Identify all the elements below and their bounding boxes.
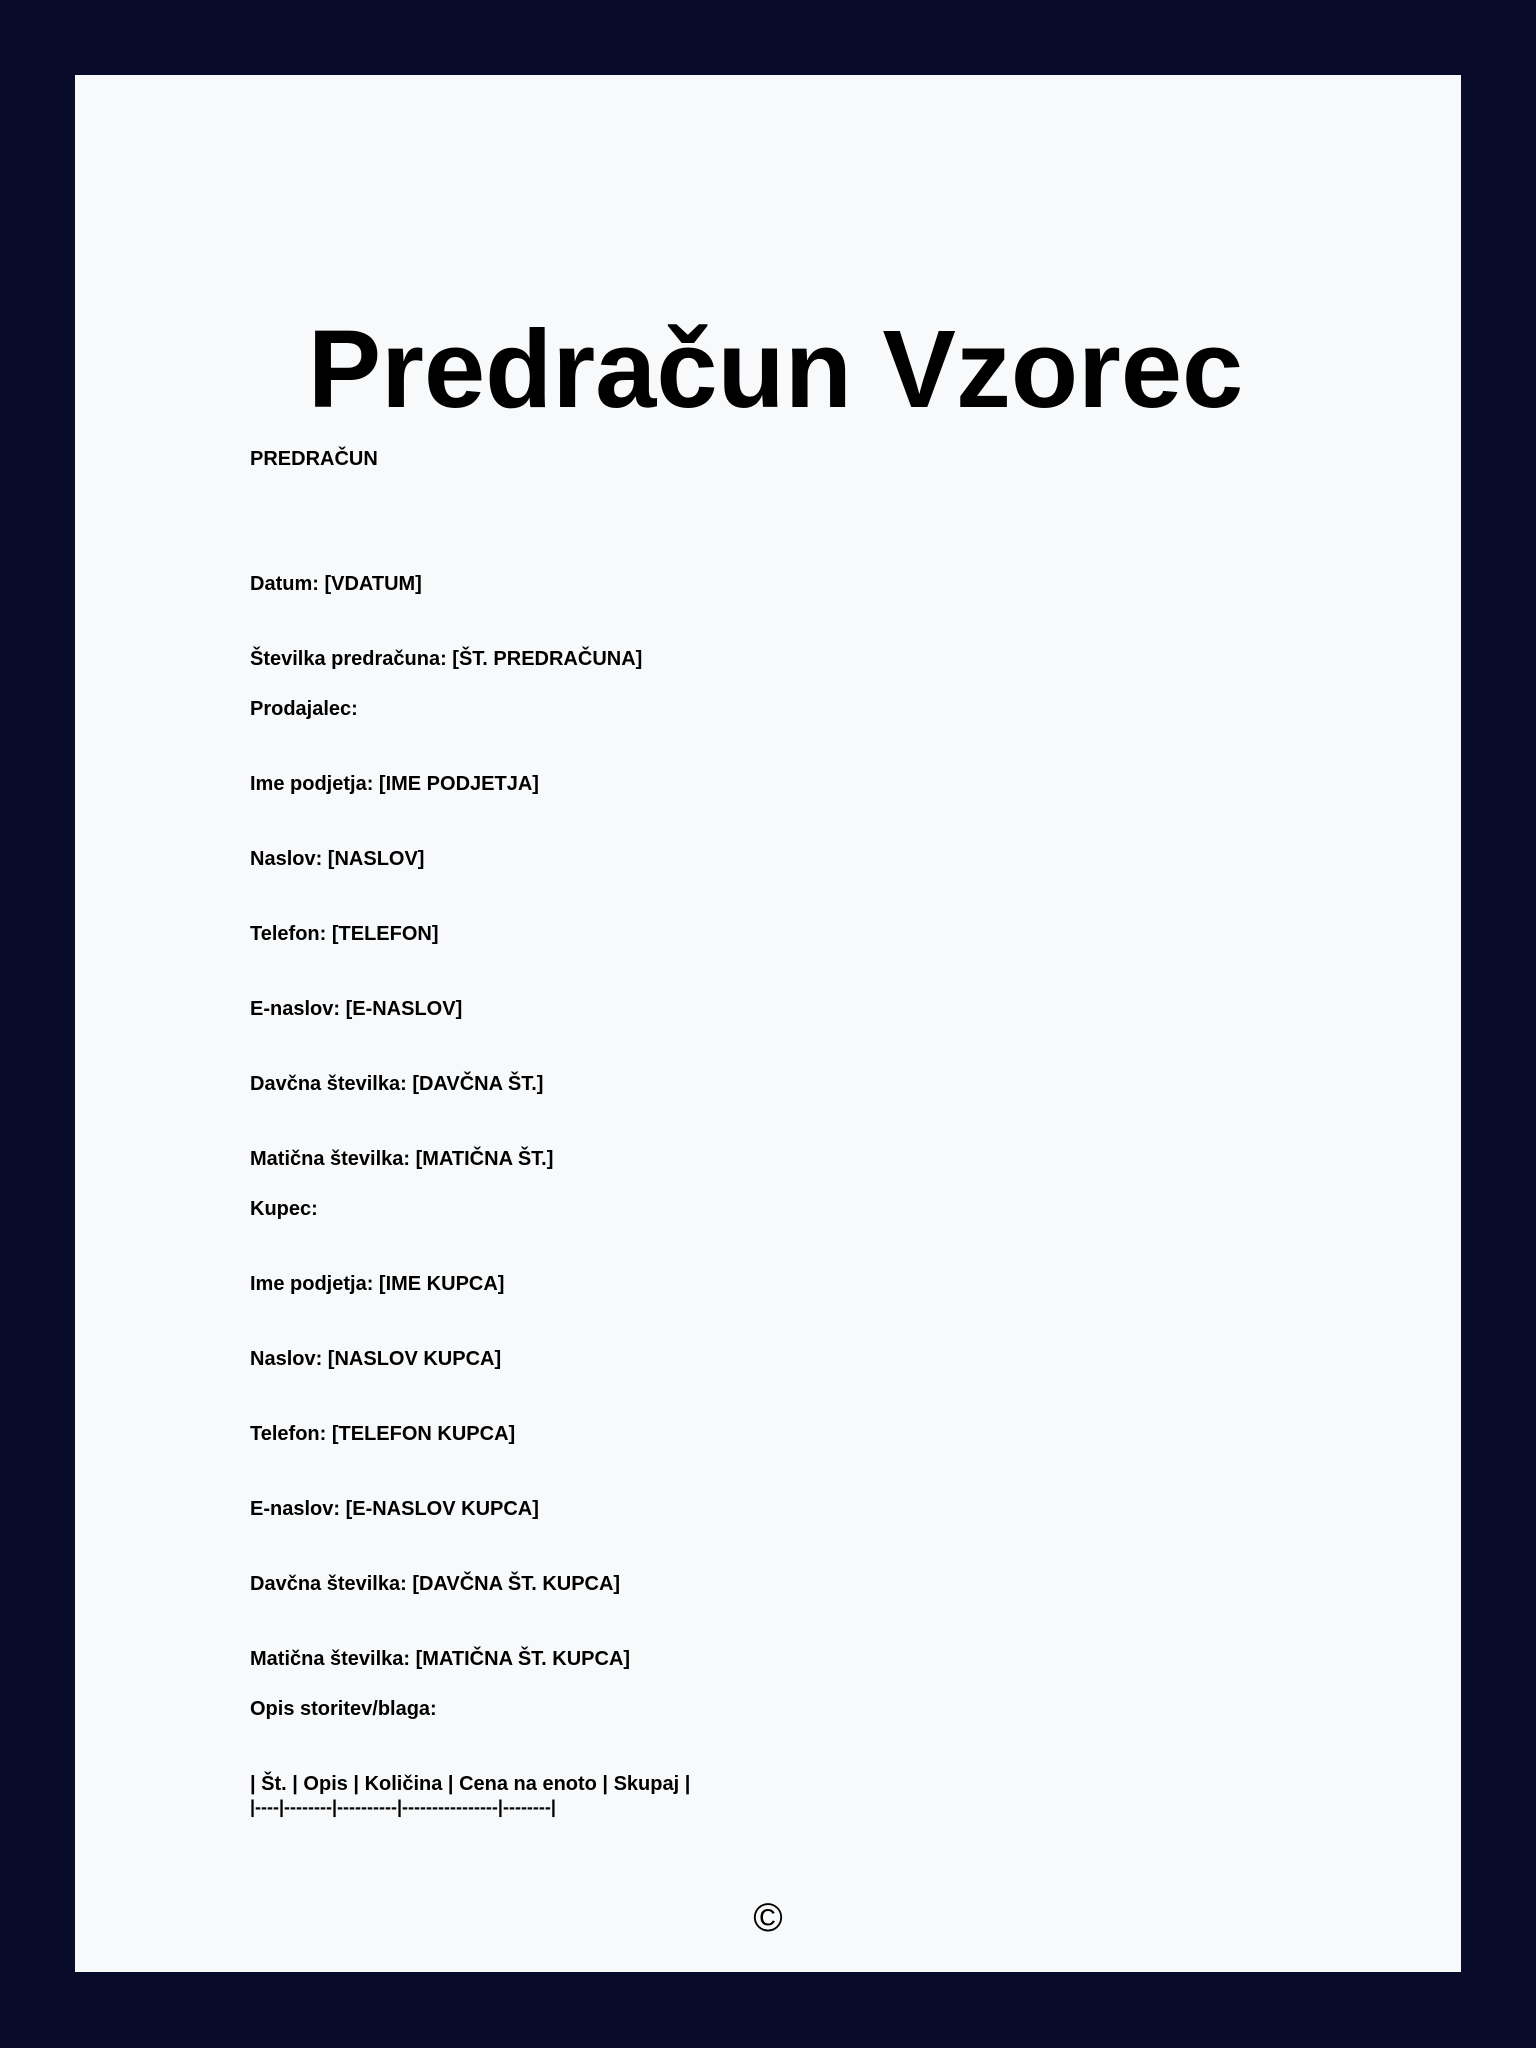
- buyer-phone: Telefon: [TELEFON KUPCA]: [250, 1423, 516, 1445]
- buyer-address: Naslov: [NASLOV KUPCA]: [250, 1348, 502, 1370]
- seller-label: Prodajalec:: [250, 698, 358, 720]
- invoice-number-line: Številka predračuna: [ŠT. PREDRAČUNA]: [250, 648, 643, 670]
- copyright-icon: ©: [753, 1896, 783, 1940]
- buyer-tax-number: Davčna številka: [DAVČNA ŠT. KUPCA]: [250, 1573, 621, 1595]
- buyer-company: Ime podjetja: [IME KUPCA]: [250, 1273, 505, 1295]
- date-line: Datum: [VDATUM]: [250, 573, 422, 595]
- buyer-registration-number: Matična številka: [MATIČNA ŠT. KUPCA]: [250, 1648, 631, 1670]
- seller-address: Naslov: [NASLOV]: [250, 848, 425, 870]
- seller-registration-number: Matična številka: [MATIČNA ŠT.]: [250, 1148, 554, 1170]
- seller-phone: Telefon: [TELEFON]: [250, 923, 439, 945]
- seller-email: E-naslov: [E-NASLOV]: [250, 998, 463, 1020]
- items-label: Opis storitev/blaga:: [250, 1698, 437, 1720]
- buyer-email: E-naslov: [E-NASLOV KUPCA]: [250, 1498, 539, 1520]
- buyer-label: Kupec:: [250, 1198, 318, 1220]
- items-table-header: | Št. | Opis | Količina | Cena na enoto | Skupaj |: [250, 1773, 691, 1795]
- document-page: [75, 75, 1461, 1972]
- seller-tax-number: Davčna številka: [DAVČNA ŠT.]: [250, 1073, 544, 1095]
- seller-company: Ime podjetja: [IME PODJETJA]: [250, 773, 539, 795]
- items-table-separator: |----|--------|----------|----------------|--------|: [250, 1797, 556, 1817]
- document-heading: PREDRAČUN: [250, 448, 378, 470]
- page-title: Predračun Vzorec: [307, 308, 1244, 431]
